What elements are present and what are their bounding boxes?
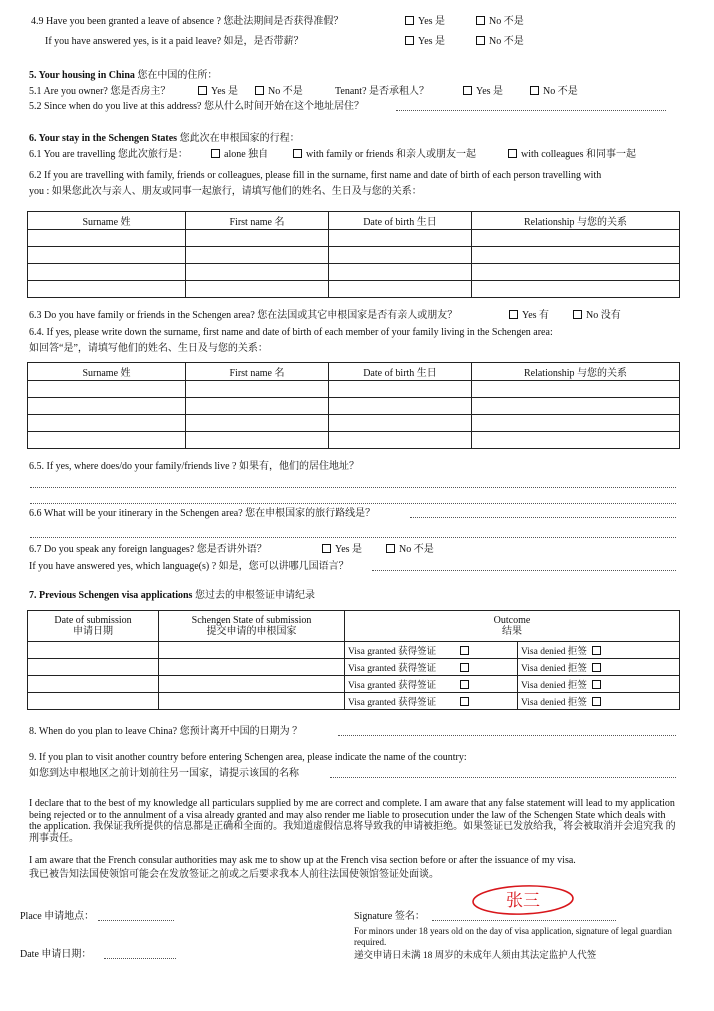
visa-granted-cell[interactable]: Visa granted 获得签证: [345, 659, 518, 676]
q8-question: 8. When do you plan to leave China? 您预计离开中国的日期为 ？: [29, 726, 303, 737]
q5-1-no[interactable]: No 不是: [255, 86, 303, 98]
table-cell[interactable]: [329, 264, 472, 281]
table-cell[interactable]: [472, 432, 680, 449]
travel-companions-table: [27, 211, 680, 298]
q6-5-answer-line[interactable]: [30, 487, 676, 488]
q4-9-paid-no[interactable]: No 不是: [476, 36, 524, 48]
q5-1-tenant: Tenant? 是否承租人？: [335, 86, 430, 97]
checkbox[interactable]: [530, 86, 539, 95]
checkbox[interactable]: [322, 544, 331, 553]
table-row: [28, 264, 680, 281]
table-cell[interactable]: [159, 642, 345, 659]
checkbox[interactable]: [386, 544, 395, 553]
date-label: Date 申请日期：: [20, 949, 92, 960]
checkbox[interactable]: [405, 16, 414, 25]
table-header-row: [28, 363, 680, 381]
checkbox[interactable]: [509, 310, 518, 319]
visa-denied-cell[interactable]: Visa denied 拒签: [518, 693, 680, 710]
q5-1-tenant-yes[interactable]: Yes 是: [463, 86, 503, 98]
signature-mark: [471, 884, 575, 916]
interview-notice-en: I am aware that the French consular authorities may ask me to show up at the French visa section before or after the issuance of my visa.: [29, 855, 576, 866]
table-cell[interactable]: [329, 381, 472, 398]
column-header: Surname 姓: [28, 212, 186, 230]
q4-9-yes-option[interactable]: Yes 是: [405, 16, 445, 28]
table-cell[interactable]: [28, 264, 186, 281]
table-row: [28, 676, 680, 693]
place-field[interactable]: [98, 920, 174, 921]
table-cell[interactable]: [28, 432, 186, 449]
declaration-paragraph: I declare that to the best of my knowledge all particulars supplied by me are correct and complete. I am aware that any false statement will lead to my application being rejected or to the annulment of a visa already granted and may also render me liable to prosecution under the law of the Schengen State which deals with the application. 我保证我所提供的信息都是正确和全面的。我知道虚假信息将导致我的申请被拒绝。如果签证已发放给我，将会被取消并会追究我 的刑事责任。: [29, 798, 676, 844]
table-cell[interactable]: [329, 398, 472, 415]
checkbox[interactable]: [592, 646, 601, 655]
q8-answer-line[interactable]: [338, 735, 676, 736]
table-cell[interactable]: [28, 398, 186, 415]
table-row: [28, 398, 680, 415]
q6-6-answer-line[interactable]: [30, 537, 676, 538]
minors-notice-cn: 递交申请日未满 18 周岁的未成年人须由其法定监护人代签: [354, 951, 597, 961]
q6-7-question: 6.7 Do you speak any foreign languages? 您是否讲外语？: [29, 544, 267, 555]
table-cell[interactable]: [159, 676, 345, 693]
table-cell[interactable]: [472, 381, 680, 398]
table-row: [28, 693, 680, 710]
checkbox[interactable]: [198, 86, 207, 95]
table-cell[interactable]: [28, 642, 159, 659]
table-cell[interactable]: [329, 247, 472, 264]
table-cell[interactable]: [28, 381, 186, 398]
checkbox[interactable]: [211, 149, 220, 158]
table-row: [28, 281, 680, 298]
section-7-heading: 7. Previous Schengen visa applications 您过去的申根签证申请纪录: [29, 590, 315, 601]
q5-1-question: 5.1 Are you owner? 您是否房主？: [29, 86, 171, 97]
table-cell[interactable]: [472, 247, 680, 264]
q6-1-family[interactable]: with family or friends 和亲人或朋友一起: [293, 149, 476, 161]
q6-5-answer-line[interactable]: [30, 503, 676, 504]
q6-3-yes[interactable]: Yes 有: [509, 310, 549, 322]
table-cell[interactable]: [472, 398, 680, 415]
q6-7-no[interactable]: No 不是: [386, 544, 434, 556]
table-cell[interactable]: [28, 659, 159, 676]
column-header: Date of birth 生日: [329, 363, 472, 381]
table-cell[interactable]: [472, 264, 680, 281]
table-cell[interactable]: [472, 415, 680, 432]
table-row: [28, 432, 680, 449]
q9-question-line1: 9. If you plan to visit another country before entering Schengen area, please indicate the name of the country:: [29, 752, 467, 763]
q6-5-question: 6.5. If yes, where does/do your family/friends live ? 如果有，他们的居住地址？: [29, 461, 359, 472]
table-cell[interactable]: [186, 281, 329, 298]
section-6-heading: 6. Your stay in the Schengen States 您此次在申根国家的行程：: [29, 133, 300, 144]
family-in-schengen-table: [27, 362, 680, 449]
table-row: [28, 230, 680, 247]
visa-denied-cell[interactable]: Visa denied 拒签: [518, 659, 680, 676]
table-row: [28, 415, 680, 432]
q6-2-question-line1: 6.2 If you are travelling with family, friends or colleagues, please fill in the surname, first name and date of birth of each person travelling with: [29, 170, 602, 181]
q4-9-paid-question: If you have answered yes, is it a paid leave? 如是，是否带薪？: [45, 36, 304, 47]
table-cell[interactable]: [186, 264, 329, 281]
table-header-row: [28, 212, 680, 230]
table-cell[interactable]: [159, 659, 345, 676]
table-cell[interactable]: [472, 230, 680, 247]
visa-granted-cell[interactable]: Visa granted 获得签证: [345, 693, 518, 710]
table-cell[interactable]: [28, 281, 186, 298]
checkbox[interactable]: [592, 680, 601, 689]
previous-visa-table: [27, 610, 680, 710]
table-cell[interactable]: [28, 676, 159, 693]
q5-1-yes[interactable]: Yes 是: [198, 86, 238, 98]
column-header: Surname 姓: [28, 363, 186, 381]
checkbox[interactable]: [573, 310, 582, 319]
q6-1-alone[interactable]: alone 独自: [211, 149, 268, 161]
checkbox[interactable]: [476, 36, 485, 45]
table-row: [28, 642, 680, 659]
checkbox[interactable]: [508, 149, 517, 158]
checkbox[interactable]: [405, 36, 414, 45]
q6-4-question-line2: 如回答“是”，请填写他们的姓名、生日及与您的关系：: [29, 343, 268, 354]
q5-2-answer-line[interactable]: [396, 110, 666, 111]
q4-9-no-option[interactable]: No 不是: [476, 16, 524, 28]
checkbox[interactable]: [460, 663, 469, 672]
q6-3-no[interactable]: No 没有: [573, 310, 621, 322]
q4-9-question: 4.9 Have you been granted a leave of absence ? 您赴法期间是否获得准假？: [31, 16, 344, 27]
column-header: Date of submission 申请日期: [28, 611, 159, 642]
table-cell[interactable]: [472, 281, 680, 298]
q9-question-line2: 如您到达申根地区之前计划前往另一国家，请提示该国的名称: [29, 768, 299, 779]
q5-1-tenant-no[interactable]: No 不是: [530, 86, 578, 98]
table-cell[interactable]: [186, 432, 329, 449]
q6-7-answer-line[interactable]: [372, 570, 676, 571]
checkbox[interactable]: [255, 86, 264, 95]
table-row: [28, 659, 680, 676]
q6-1-question: 6.1 You are travelling 您此次旅行是：: [29, 149, 188, 160]
table-cell[interactable]: [28, 230, 186, 247]
checkbox[interactable]: [460, 646, 469, 655]
table-cell[interactable]: [159, 693, 345, 710]
signature-text: 张三: [506, 891, 540, 911]
q6-7-languages-question: If you have answered yes, which language(s) ? 如是，您可以讲哪几国语言？: [29, 561, 349, 572]
place-label: Place 申请地点：: [20, 911, 95, 922]
q6-6-answer-line[interactable]: [410, 517, 676, 518]
column-header: First name 名: [186, 212, 329, 230]
table-cell[interactable]: [28, 693, 159, 710]
checkbox[interactable]: [460, 697, 469, 706]
q9-answer-line[interactable]: [330, 777, 676, 778]
column-header: Relationship 与您的关系: [472, 212, 680, 230]
table-cell[interactable]: [186, 381, 329, 398]
column-header: Outcome 结果: [345, 611, 680, 642]
section-5-heading: 5. Your housing in China 您在中国的住所：: [29, 70, 218, 81]
checkbox[interactable]: [592, 697, 601, 706]
q5-2-question: 5.2 Since when do you live at this address? 您从什么时间开始在这个地址居住？: [29, 101, 364, 112]
signature-field[interactable]: [432, 920, 616, 921]
visa-denied-cell[interactable]: Visa denied 拒签: [518, 676, 680, 693]
minors-notice-en: For minors under 18 years old on the day of visa application, signature of legal guardian required.: [354, 926, 672, 947]
table-row: [28, 247, 680, 264]
checkbox[interactable]: [293, 149, 302, 158]
q6-7-yes[interactable]: Yes 是: [322, 544, 362, 556]
q6-4-question-line1: 6.4. If yes, please write down the surname, first name and date of birth of each member of your family living in the Schengen area:: [29, 327, 553, 338]
checkbox[interactable]: [592, 663, 601, 672]
q6-1-colleagues[interactable]: with colleagues 和同事一起: [508, 149, 636, 161]
visa-denied-cell[interactable]: Visa denied 拒签: [518, 642, 680, 659]
checkbox[interactable]: [460, 680, 469, 689]
q6-6-question: 6.6 What will be your itinerary in the Schengen area? 您在申根国家的旅行路线是？: [29, 508, 376, 519]
signature-circle: [471, 884, 575, 916]
column-header: Date of birth 生日: [329, 212, 472, 230]
table-cell[interactable]: [186, 415, 329, 432]
table-row: [28, 381, 680, 398]
column-header: Schengen State of submission 提交申请的申根国家: [159, 611, 345, 642]
column-header: First name 名: [186, 363, 329, 381]
table-cell[interactable]: [329, 230, 472, 247]
q6-2-question-line2: you : 如果您此次与亲人、朋友或同事一起旅行，请填写他们的姓名、生日及与您的关系：: [29, 186, 422, 197]
checkbox[interactable]: [463, 86, 472, 95]
table-cell[interactable]: [28, 415, 186, 432]
visa-granted-cell[interactable]: Visa granted 获得签证: [345, 642, 518, 659]
column-header: Relationship 与您的关系: [472, 363, 680, 381]
signature-label: Signature 签名：: [354, 911, 425, 922]
interview-notice-cn: 我已被告知法国使领馆可能会在发放签证之前或之后要求我本人前往法国使领馆签证处面谈。: [29, 869, 439, 880]
table-header-row: [28, 611, 680, 642]
q6-3-question: 6.3 Do you have family or friends in the Schengen area? 您在法国或其它申根国家是否有亲人或朋友？: [29, 310, 458, 321]
date-field[interactable]: [104, 958, 176, 959]
table-cell[interactable]: [329, 432, 472, 449]
q4-9-paid-yes[interactable]: Yes 是: [405, 36, 445, 48]
table-cell[interactable]: [186, 398, 329, 415]
table-cell[interactable]: [329, 415, 472, 432]
table-cell[interactable]: [186, 230, 329, 247]
table-cell[interactable]: [329, 281, 472, 298]
table-cell[interactable]: [186, 247, 329, 264]
checkbox[interactable]: [476, 16, 485, 25]
visa-granted-cell[interactable]: Visa granted 获得签证: [345, 676, 518, 693]
table-cell[interactable]: [28, 247, 186, 264]
